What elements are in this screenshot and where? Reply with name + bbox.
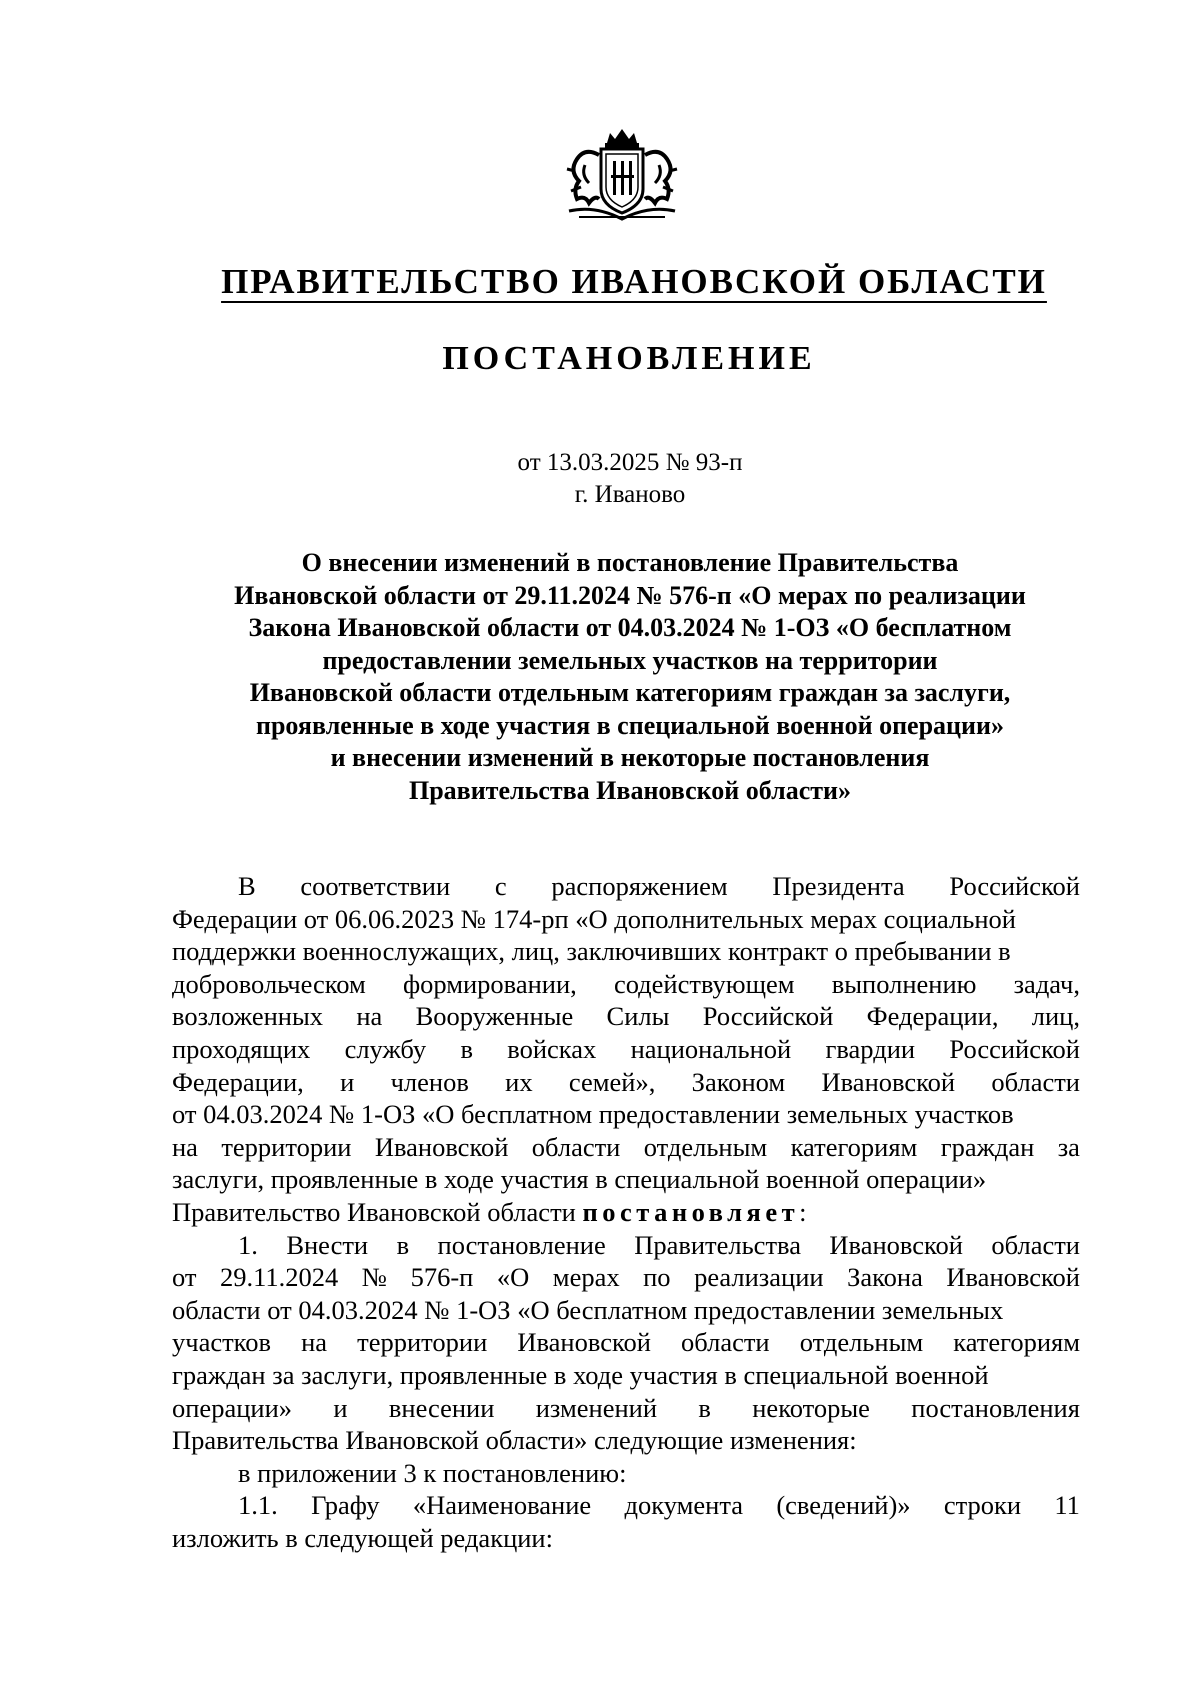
body-word: от [172,1262,197,1293]
body-line [172,903,1080,936]
body-word: и [333,1392,348,1423]
body-word: изменений [535,1392,658,1423]
body-word: Российской [949,871,1080,901]
body-word: поддержки военнослужащих, лиц, заключивших контракт о пребывании в [172,936,1011,967]
body-word: 29.11.2024 [220,1262,339,1293]
body-word: на [356,1001,383,1032]
body-line [172,1424,1080,1457]
body-word: содействующем [613,968,795,999]
body-word: службу [344,1033,427,1064]
subject-line: предоставлении земельных участков на территории [322,645,938,675]
subject-line: О внесении изменений в постановление Правительства [301,548,959,577]
body-word: Вооруженные [415,1001,574,1032]
body-word: «О [496,1262,530,1293]
body-word: области [531,1131,621,1162]
body-line [172,1261,1080,1294]
body-word: возложенных [172,1001,324,1032]
body-word: задач, [1013,968,1080,999]
body-word: в приложении 3 к постановлению: [238,1457,627,1488]
subject-line: Закона Ивановской области от 04.03.2024 № 1-ОЗ «О бесплатном [248,613,1012,642]
body-line [172,968,1080,1001]
body-line [172,1457,1080,1490]
body-word: Федерации, [172,1066,304,1097]
body-word: проходящих [172,1033,311,1064]
body-line [172,1229,1080,1262]
body-word: 1. [238,1229,258,1260]
body-word: Правительство Ивановской области [172,1196,583,1227]
body-word: Графу [311,1490,380,1521]
body-word: Ивановской [374,1131,509,1162]
body-word: Внести [286,1229,369,1260]
body-word: области [991,1066,1080,1097]
body-word: Российской [949,1033,1080,1064]
body-word: внесении [388,1392,495,1423]
subject-line: Ивановской области от 29.11.2024 № 576-п «О мерах по реализации [234,580,1026,610]
body-word: Президента [772,871,905,901]
body-word: отдельным [799,1327,924,1358]
body-word: национальной [630,1033,792,1064]
body-line [172,1163,1080,1196]
body-word: области [991,1229,1080,1260]
body-word: категориям [790,1131,918,1162]
body-line [172,935,1080,968]
body-word: семей», [568,1066,656,1097]
body-word: Ивановской [946,1262,1080,1293]
body-word: операции» [172,1392,293,1423]
subject-line: Ивановской области отдельным категориям граждан за заслуги, [249,678,1011,707]
body-word: добровольческом [172,968,366,999]
body-word: в [396,1229,410,1260]
body-word: граждан [940,1131,1035,1162]
subject-line: и внесении изменений в некоторые постановления [330,743,930,772]
body-word: постановляет [582,1196,800,1227]
body-word: по [643,1262,671,1293]
body-word: постановления [911,1392,1080,1423]
body-word: лиц, [1031,1001,1080,1032]
body-word: их [505,1066,533,1097]
body-word: Ивановской [821,1066,956,1097]
body-word: соответствии [300,871,451,901]
coat-of-arms-icon [555,125,690,225]
body-word: территории [221,1131,352,1162]
body-line [172,1196,1080,1229]
body-word: формировании, [402,968,577,999]
body-word: Правительства [634,1229,801,1260]
body-word: и [340,1066,355,1097]
subject-line: Правительства Ивановской области» [408,775,852,805]
body-word: № [361,1262,388,1293]
body-word: 11 [1054,1490,1080,1521]
body-word: изложить в следующей редакции: [172,1522,553,1553]
document-type: ПОСТАНОВЛЕНИЕ [442,340,816,377]
body-line [172,1326,1080,1359]
body-line [172,1522,1080,1555]
body-word: Правительства Ивановской области» следующие изменения: [172,1425,857,1456]
body-word: некоторые [752,1392,870,1423]
body-word: постановление [437,1229,606,1260]
body-word: (сведений)» [776,1490,911,1521]
body-line [172,1392,1080,1425]
body-word: 576-п [410,1262,474,1293]
body-line [172,1489,1080,1522]
document-subject [170,547,1090,807]
body-word: заслуги, проявленные в ходе участия в специальной военной операции» [172,1164,987,1195]
body-line [172,1294,1080,1327]
body-word: мерах [552,1262,620,1293]
body-word: категориям [953,1327,1080,1358]
body-word: от 04.03.2024 № 1-ОЗ «О бесплатном предоставлении земельных участков [172,1099,1014,1130]
body-word: Ивановской [517,1327,651,1358]
body-line [172,1033,1080,1066]
body-word: области [681,1327,770,1358]
body-word: Российской [702,1001,834,1032]
body-word: Федерации, [866,1001,999,1032]
body-word: отдельным [643,1131,768,1162]
body-word: Федерации от 06.06.2023 № 174-рп «О дополнительных мерах социальной [172,903,1016,934]
body-word: распоряжением [551,871,728,901]
body-word: с [494,871,507,901]
body-line [172,1066,1080,1099]
body-word: в [460,1033,473,1064]
body-word: области от 04.03.2024 № 1-ОЗ «О бесплатном предоставлении земельных [172,1294,1004,1325]
body-word: выполнению [831,968,977,999]
body-word: Закона [847,1262,923,1293]
body-word: «Наименование [412,1490,592,1521]
body-line [172,1359,1080,1392]
body-word: за [1057,1131,1080,1162]
subject-line: проявленные в ходе участия в специальной военной операции» [255,710,1004,740]
body-word: граждан за заслуги, проявленные в ходе участия в специальной военной [172,1359,989,1390]
body-word: документа [624,1490,743,1521]
body-line [172,1000,1080,1033]
document-body [172,870,1080,1554]
body-word: 1.1. [238,1490,278,1521]
body-word: Ивановской [829,1229,963,1260]
body-word: реализации [694,1262,824,1293]
body-word: в [698,1392,711,1423]
body-word: участков [172,1327,271,1358]
body-word: территории [357,1327,488,1358]
body-word: Законом [691,1066,786,1097]
body-word: гвардии [825,1033,916,1064]
body-word: членов [390,1066,469,1097]
document-city: г. Иваново [574,481,686,508]
body-line [172,870,1080,903]
body-word: строки [943,1490,1022,1521]
document-date-number: от 13.03.2025 № 93-п [517,449,743,476]
body-line [172,1098,1080,1131]
body-word: : [799,1196,807,1227]
body-line [172,1131,1080,1164]
body-word: В [238,871,256,901]
body-word: на [301,1327,328,1358]
body-word: на [172,1131,198,1162]
body-word: Силы [606,1001,670,1032]
body-word: войсках [507,1033,597,1064]
organization-title: ПРАВИТЕЛЬСТВО ИВАНОВСКОЙ ОБЛАСТИ [221,262,1047,301]
